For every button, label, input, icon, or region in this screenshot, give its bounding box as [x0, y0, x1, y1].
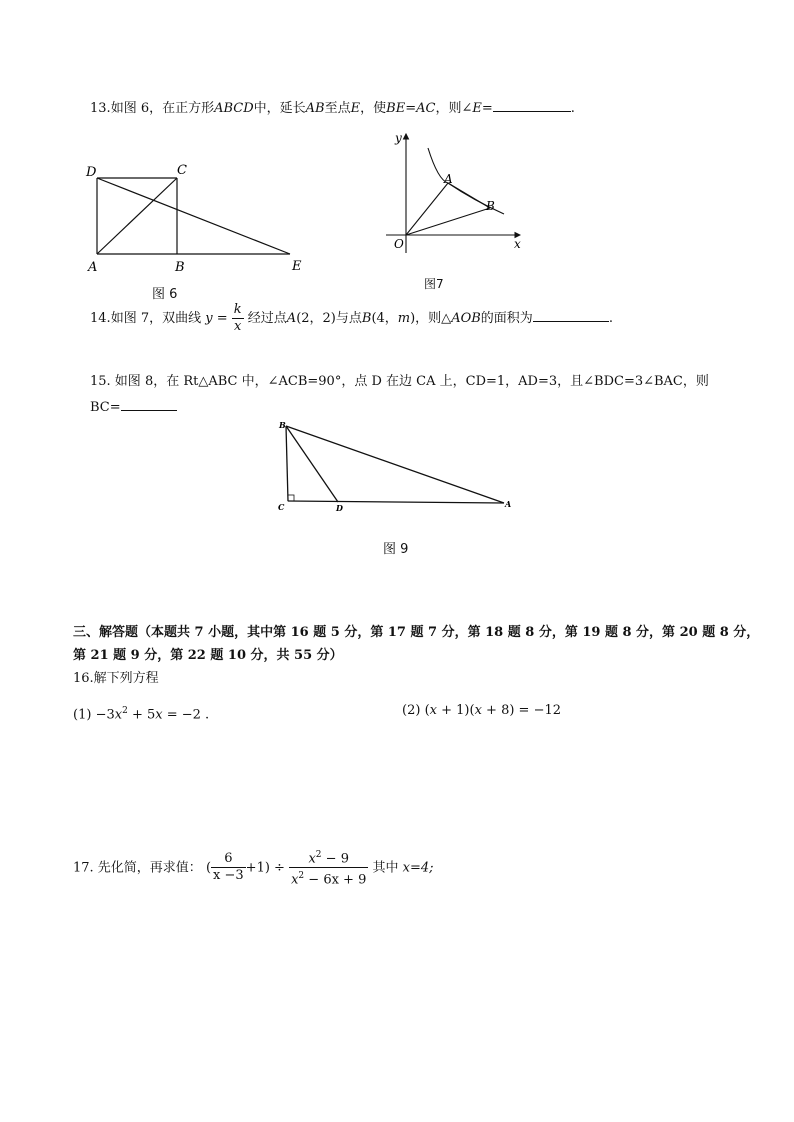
fig7-segment-OA: [406, 183, 448, 235]
fig6-label-D: D: [86, 165, 97, 180]
q15-line1: 15. 如图 8，在 Rt△ABC 中，∠ACB=90°，点 D 在边 CA 上，CD=1，AD=3，且∠BDC=3∠BAC，则: [90, 374, 709, 389]
q14-answer-blank[interactable]: [533, 308, 609, 322]
q16-part1: $(1) -3x^2 + 5x = -2$ .: [73, 706, 210, 723]
fig9-label-C: C: [278, 502, 285, 512]
q17-fraction-1: $\frac{6}{x -3}$: [213, 851, 244, 884]
fig7-segment-AB: [448, 183, 490, 208]
fig7-segment-OB: [406, 208, 490, 235]
fig6-label-B: B: [175, 260, 185, 275]
fig7-label-y: y: [395, 131, 402, 145]
fig7-label-O: O: [394, 237, 404, 251]
fig9-label-B: B: [279, 420, 286, 430]
fig7-label-x: x: [514, 237, 521, 251]
section3-line2: 第 21 题 9 分，第 22 题 10 分，共 55 分）: [73, 648, 343, 663]
figure-6: [80, 158, 320, 278]
fig9-right-angle-mark: [288, 495, 294, 501]
fig6-line-DE: [97, 178, 290, 254]
fig9-caption: 图 9: [383, 542, 409, 557]
q14-text: 14.如图 7，双曲线 y = $\frac{k}{x}$ 经过点A(2，2)与点B(4，m)，则△AOB的面积为 .: [90, 302, 613, 334]
fig9-side-BC: [286, 426, 288, 501]
q13-answer-blank[interactable]: [493, 98, 571, 112]
q16-part2: (2) (x + 1)(x + 8) = −12: [402, 703, 561, 718]
fig7-label-A: A: [444, 172, 453, 186]
q16-title: 16.解下列方程: [73, 671, 159, 686]
fig9-segment-BD: [286, 426, 338, 502]
q13-text: 13.如图 6，在正方形ABCD中，延长AB至点E，使BE=AC，则∠E= .: [90, 98, 575, 117]
fig9-label-A: A: [505, 499, 512, 509]
q15-line2: BC=: [90, 397, 177, 416]
fig6-caption: 图 6: [152, 287, 178, 302]
fig9-side-BA: [286, 426, 504, 503]
fig7-caption: 图7: [424, 277, 444, 291]
fig6-label-A: A: [88, 260, 98, 275]
q15-answer-blank[interactable]: [121, 397, 177, 411]
section3-line1: 三、解答题（本题共 7 小题，其中第 16 题 5 分，第 17 题 7 分，第 18 题 8 分，第 19 题 8 分，第 20 题 8 分，: [73, 625, 760, 640]
q14-fraction: $\frac{k}{x}$: [233, 302, 242, 334]
fig6-label-C: C: [177, 163, 187, 178]
q17-text: 17. 先化简，再求值： ( $\frac{6}{x -3}$ +1) ÷ $\frac{x^2 - 9}{x^2 - 6x + 9}$ 其中 x=4;: [73, 847, 434, 889]
fig7-label-B: B: [486, 199, 495, 213]
fig9-label-D: D: [336, 503, 343, 513]
figure-7: [378, 128, 528, 258]
fig9-side-CA: [288, 501, 504, 503]
q17-fraction-2: $\frac{x^2 - 9}{x^2 - 6x + 9}$: [289, 847, 368, 889]
fig6-label-E: E: [292, 259, 302, 274]
figure-9: [272, 416, 522, 516]
fig6-diagonal-AC: [97, 178, 177, 254]
